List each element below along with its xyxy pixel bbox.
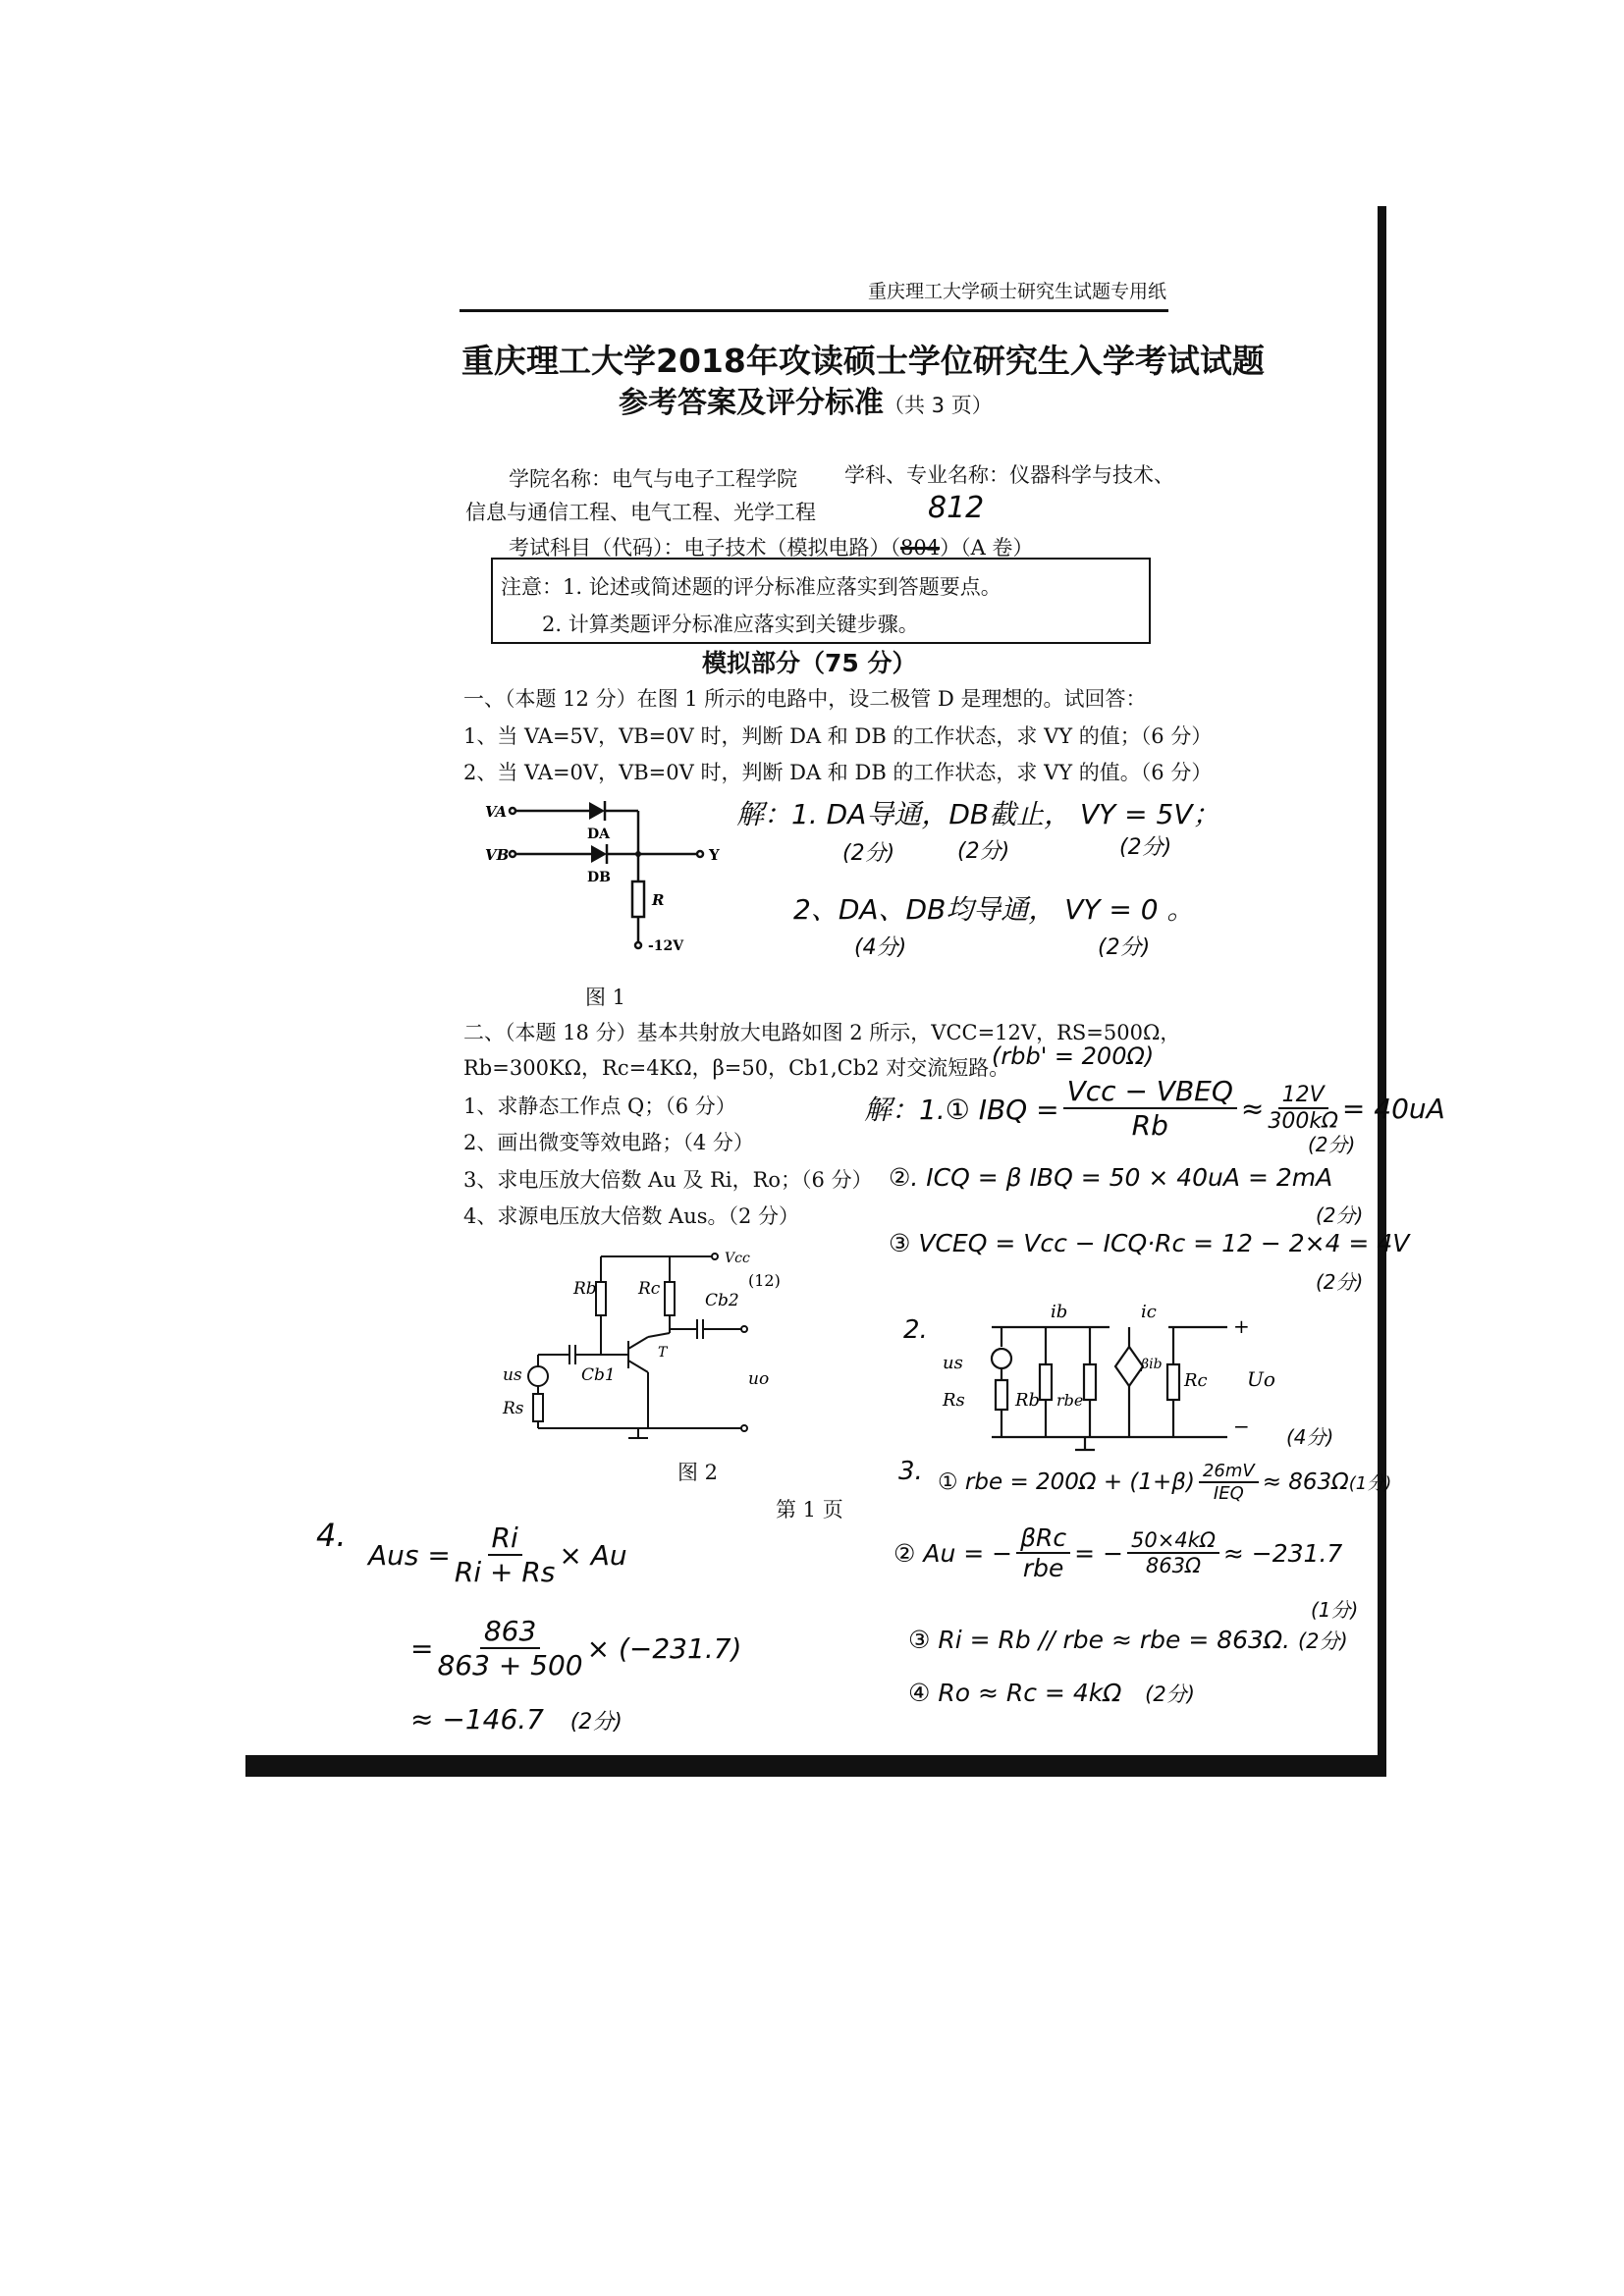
- rbe-fraction: [1199, 1461, 1259, 1504]
- label-r: R: [652, 891, 665, 909]
- subject-text: 考试科目（代码）：电子技术（模拟电路）（: [509, 536, 900, 560]
- eq-ic: ic: [1141, 1302, 1157, 1322]
- section-title: 模拟部分（75 分）: [702, 649, 917, 677]
- label-us: us: [503, 1365, 522, 1385]
- answer-au: [893, 1523, 1342, 1582]
- aus-score: (2分): [569, 1710, 623, 1735]
- answer-aus-sub: [410, 1615, 741, 1682]
- page-count: （共 3 页）: [884, 394, 993, 417]
- label-cb2: Cb2: [705, 1291, 739, 1310]
- eq-rs: Rs: [943, 1390, 965, 1411]
- equiv-score: (4分): [1286, 1425, 1334, 1449]
- au-fraction: [1016, 1523, 1070, 1582]
- label-12: (12): [748, 1271, 781, 1290]
- notice-line-1: 注意：1. 论述或简述题的评分标准应落实到答题要点。: [501, 575, 1001, 599]
- q2-rbb-note: (rbb' = 200Ω): [992, 1042, 1155, 1070]
- ibq-fraction-2: [1268, 1083, 1338, 1134]
- au-prefix: ② Au = −: [893, 1538, 1013, 1568]
- subject-end: ）（A 卷）: [940, 536, 1034, 560]
- rbe-num: 26mV: [1199, 1461, 1259, 1483]
- part-3-label: 3.: [898, 1457, 923, 1486]
- paper-label: 重庆理工大学硕士研究生试题专用纸: [868, 281, 1167, 302]
- q2-item-2: 2、画出微变等效电路；（4 分）: [463, 1131, 754, 1154]
- ibq-approx: ≈: [1240, 1092, 1265, 1125]
- au-num2: 50×4kΩ: [1127, 1528, 1219, 1554]
- ri-text: ③ Ri = Rb // rbe ≈ rbe = 863Ω.: [908, 1626, 1291, 1654]
- eq-us: us: [943, 1353, 963, 1373]
- vceq-score: (2分): [1316, 1270, 1364, 1294]
- major-name-cont: 信息与通信工程、电气工程、光学工程: [465, 501, 816, 524]
- rbe-result: ≈ 863Ω: [1262, 1469, 1349, 1495]
- label-va: VA: [485, 803, 508, 821]
- label-uo: uo: [748, 1369, 770, 1389]
- label-cb1: Cb1: [581, 1365, 616, 1385]
- diode-a-icon: [589, 802, 605, 820]
- part-2-label: 2.: [903, 1315, 928, 1345]
- aus-suffix: × Au: [559, 1538, 627, 1572]
- figure-2-amplifier-circuit: [491, 1247, 785, 1453]
- eq-rb: Rb: [1015, 1390, 1041, 1411]
- eq-rc: Rc: [1184, 1370, 1208, 1391]
- au-den2: 863Ω: [1145, 1554, 1202, 1577]
- eq-plus: +: [1233, 1314, 1250, 1338]
- rbe-den: IEQ: [1213, 1483, 1244, 1504]
- answer-ibq: [864, 1075, 1445, 1142]
- ibq-prefix: 解：1.① IBQ =: [864, 1094, 1059, 1126]
- au-den: rbe: [1022, 1554, 1064, 1582]
- aus-sub-num: 863: [480, 1615, 540, 1649]
- q2-item-3: 3、求电压放大倍数 Au 及 Ri，Ro；（6 分）: [463, 1168, 873, 1192]
- eq-beta-ib: βib: [1141, 1357, 1163, 1372]
- eq-ib: ib: [1051, 1302, 1068, 1322]
- label-neg12v: -12V: [648, 938, 684, 952]
- au-fraction-2: [1127, 1528, 1219, 1577]
- subtitle-text: 参考答案及评分标准: [619, 386, 884, 420]
- scan-border-bottom: [245, 1755, 1386, 1777]
- scan-border-right: [1378, 206, 1386, 1777]
- small-signal-equivalent-circuit: [923, 1288, 1296, 1455]
- ibq-result: = 40uA: [1341, 1092, 1445, 1125]
- ibq-den2: 300kΩ: [1268, 1109, 1338, 1134]
- exam-subtitle: [619, 378, 993, 421]
- q2-item-4: 4、求源电压放大倍数 Aus。（2 分）: [463, 1204, 800, 1228]
- au-result: ≈ −231.7: [1222, 1538, 1343, 1568]
- page-number: 第 1 页: [776, 1498, 843, 1522]
- ibq-score: (2分): [1308, 1133, 1356, 1156]
- icq-score: (2分): [1316, 1203, 1364, 1227]
- handwritten-code: 812: [928, 491, 985, 525]
- eq-uo: Uo: [1247, 1367, 1275, 1391]
- label-da: DA: [587, 827, 611, 842]
- header-rule: [460, 309, 1168, 312]
- label-rb: Rb: [573, 1279, 597, 1299]
- q1-stem: 一、（本题 12 分）在图 1 所示的电路中，设二极管 D 是理想的。试回答：: [463, 687, 1147, 711]
- answer-ri: [908, 1626, 1348, 1655]
- aus-prefix: Aus =: [368, 1538, 451, 1572]
- q2-stem-2: Rb=300KΩ，Rc=4KΩ，β=50，Cb1,Cb2 对交流短路。: [463, 1056, 1010, 1080]
- label-t: T: [658, 1345, 668, 1361]
- aus-den: Ri + Rs: [454, 1556, 556, 1588]
- label-rs: Rs: [503, 1399, 524, 1418]
- answer-aus: [368, 1522, 627, 1588]
- crossed-code: 804: [900, 536, 941, 560]
- ro-score: (2分): [1145, 1682, 1195, 1706]
- answer-ro: [908, 1679, 1195, 1708]
- answer-aus-result: [410, 1703, 623, 1735]
- figure-1-caption: 图 1: [585, 986, 626, 1009]
- aus-result: ≈ −146.7: [410, 1703, 544, 1735]
- college-name: 学院名称：电气与电子工程学院: [509, 467, 797, 491]
- ibq-num: Vcc − VBEQ: [1063, 1075, 1237, 1109]
- q2-item-1: 1、求静态工作点 Q；（6 分）: [463, 1095, 736, 1118]
- ro-text: ④ Ro ≈ Rc = 4kΩ: [908, 1679, 1122, 1707]
- q1-answer-line-1: 解：1. DA导通，DB截止， VY = 5V；: [736, 798, 1220, 830]
- rbe-prefix: ① rbe = 200Ω + (1+β): [938, 1469, 1195, 1495]
- aus-num: Ri: [488, 1522, 522, 1556]
- aus-sub-den: 863 + 500: [437, 1649, 583, 1682]
- eq-rbe: rbe: [1056, 1391, 1084, 1410]
- aus-sub-prefix: =: [410, 1631, 434, 1665]
- q1-answer-line-2: 2、DA、DB均导通， VY = 0 。: [793, 893, 1195, 926]
- q1-item-1: 1、当 VA=5V，VB=0V 时，判断 DA 和 DB 的工作状态，求 VY 的值；（6 分）: [463, 724, 1213, 748]
- exam-title: 重庆理工大学2018年攻读硕士学位研究生入学考试试题: [461, 342, 1265, 380]
- label-rc: Rc: [638, 1279, 661, 1299]
- notice-line-2: 2. 计算类题评分标准应落实到关键步骤。: [542, 613, 919, 636]
- major-name: 学科、专业名称：仪器科学与技术、: [844, 463, 1174, 487]
- au-num: βRc: [1016, 1523, 1070, 1554]
- label-y: Y: [709, 846, 720, 864]
- label-db: DB: [587, 870, 611, 885]
- ri-score: (2分): [1297, 1629, 1348, 1653]
- aus-sub-suffix: × (−231.7): [586, 1631, 742, 1665]
- q1-score-1: (2分): [842, 841, 895, 866]
- ibq-den: Rb: [1131, 1109, 1168, 1142]
- aus-fraction: [455, 1522, 556, 1588]
- rbe-score: (1分): [1348, 1473, 1392, 1494]
- au-score: (1分): [1311, 1598, 1359, 1622]
- ibq-fraction: [1063, 1075, 1237, 1142]
- answer-rbe: [938, 1461, 1391, 1504]
- q1-score-2: (2分): [957, 839, 1010, 864]
- q1-score-3: (2分): [1119, 835, 1172, 860]
- label-vcc: Vcc: [725, 1251, 750, 1266]
- diode-b-icon: [591, 845, 607, 863]
- q2-stem-1: 二、（本题 18 分）基本共射放大电路如图 2 所示，VCC=12V，RS=500Ω，: [463, 1021, 1181, 1044]
- notice-box: [491, 558, 1151, 644]
- figure-2-caption: 图 2: [677, 1461, 719, 1484]
- q1-score-5: (2分): [1098, 935, 1151, 960]
- au-mid: = −: [1074, 1538, 1124, 1568]
- ibq-num2: 12V: [1278, 1083, 1328, 1109]
- eq-minus: −: [1233, 1415, 1250, 1438]
- answer-icq: ②. ICQ = β IBQ = 50 × 40uA = 2mA: [889, 1163, 1333, 1192]
- answer-vceq: ③ VCEQ = Vcc − ICQ·Rc = 12 − 2×4 = 4V: [889, 1229, 1410, 1257]
- label-vb: VB: [485, 846, 510, 864]
- q1-item-2: 2、当 VA=0V，VB=0V 时，判断 DA 和 DB 的工作状态，求 VY 的值。（6 分）: [463, 761, 1213, 784]
- q1-score-4: (4分): [854, 935, 907, 960]
- part-4-label: 4.: [316, 1517, 347, 1554]
- figure-1-diode-circuit: [471, 795, 727, 952]
- aus-sub-fraction: [437, 1615, 582, 1682]
